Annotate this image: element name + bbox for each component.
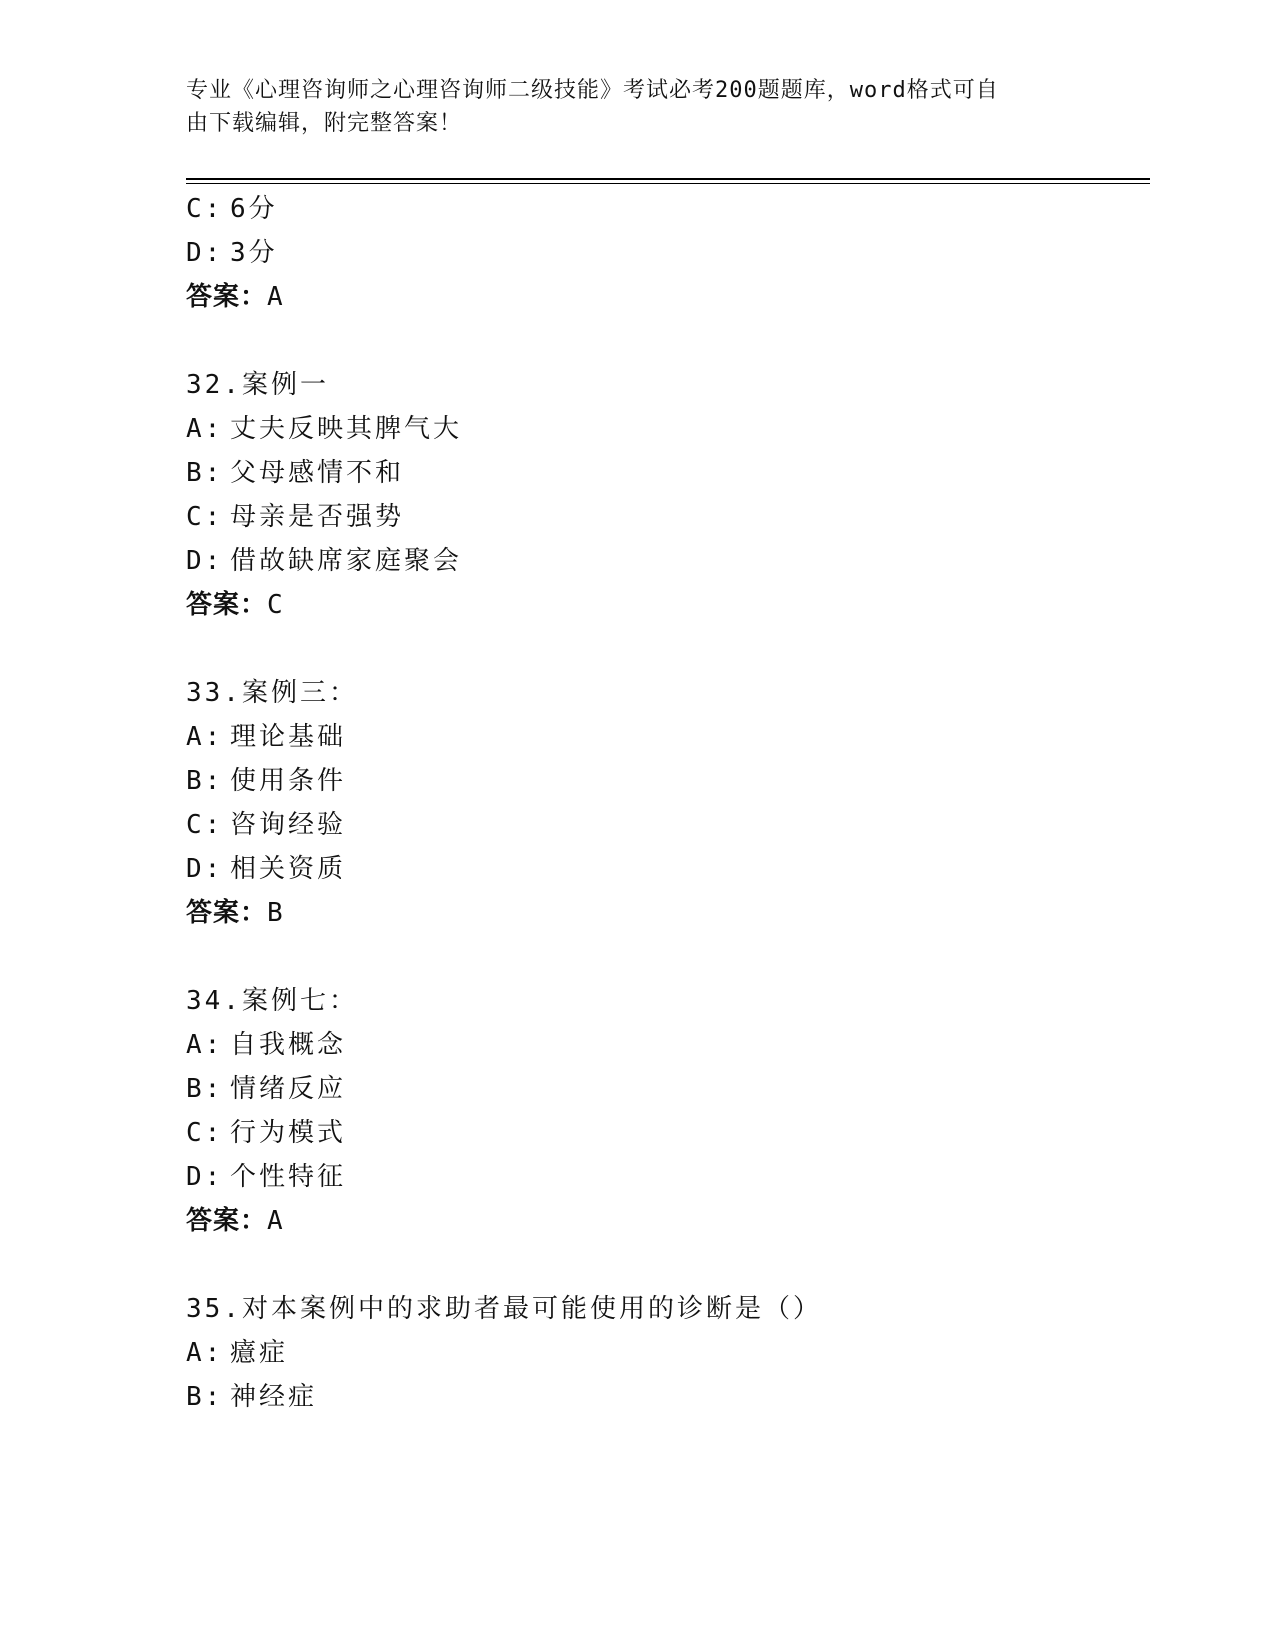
- option-text: 父母感情不和: [230, 458, 405, 488]
- question-title: 33.案例三：: [186, 678, 358, 708]
- option-label: C:: [186, 194, 224, 224]
- answer-value: B: [267, 898, 284, 928]
- option-a: [186, 722, 346, 752]
- header-line-1: 专业《心理咨询师之心理咨询师二级技能》考试必考200题题库，word格式可自: [186, 78, 999, 103]
- option-label: B:: [186, 1382, 224, 1412]
- option-text: 神经症: [230, 1382, 318, 1412]
- option-b: [186, 766, 346, 796]
- option-label: A:: [186, 1030, 224, 1060]
- question-title: 34.案例七：: [186, 986, 358, 1016]
- option-c: [186, 502, 404, 532]
- answer-label: 答案：: [186, 898, 268, 928]
- option-label: B:: [186, 1074, 224, 1104]
- option-text: 理论基础: [230, 722, 347, 752]
- question-title: 32.案例一: [186, 370, 329, 400]
- option-label: A:: [186, 722, 224, 752]
- header-divider-thick: [186, 178, 1150, 180]
- option-text: 借故缺席家庭聚会: [230, 546, 463, 576]
- option-text: 3分: [230, 238, 278, 268]
- option-label: D:: [186, 854, 224, 884]
- option-b: [186, 1382, 317, 1412]
- question-title: 35.对本案例中的求助者最可能使用的诊断是（）: [186, 1294, 822, 1324]
- option-label: A:: [186, 1338, 224, 1368]
- option-b: [186, 458, 404, 488]
- answer-label: 答案：: [186, 282, 268, 312]
- option-text: 丈夫反映其脾气大: [230, 414, 463, 444]
- option-text: 咨询经验: [230, 810, 347, 840]
- answer-value: C: [267, 590, 284, 620]
- answer-line: [186, 590, 284, 620]
- option-text: 个性特征: [230, 1162, 347, 1192]
- option-text: 癔症: [230, 1338, 289, 1368]
- header-divider-thin: [186, 183, 1150, 184]
- option-text: 母亲是否强势: [230, 502, 405, 532]
- option-label: C:: [186, 810, 224, 840]
- option-d: [186, 1162, 346, 1192]
- option-a: [186, 1030, 346, 1060]
- option-label: D:: [186, 1162, 224, 1192]
- option-text: 自我概念: [230, 1030, 347, 1060]
- option-text: 6分: [230, 194, 278, 224]
- answer-value: A: [267, 282, 284, 312]
- option-label: D:: [186, 238, 224, 268]
- header-line-2: 由下载编辑，附完整答案！: [186, 111, 463, 136]
- option-c: [186, 194, 278, 224]
- option-label: A:: [186, 414, 224, 444]
- option-d: [186, 238, 278, 268]
- option-label: B:: [186, 458, 224, 488]
- answer-value: A: [267, 1206, 284, 1236]
- answer-label: 答案：: [186, 590, 268, 620]
- option-label: B:: [186, 766, 224, 796]
- option-text: 使用条件: [230, 766, 347, 796]
- option-text: 情绪反应: [230, 1074, 347, 1104]
- option-label: C:: [186, 1118, 224, 1148]
- option-label: C:: [186, 502, 224, 532]
- option-label: D:: [186, 546, 224, 576]
- answer-line: [186, 282, 284, 312]
- option-text: 行为模式: [230, 1118, 347, 1148]
- option-d: [186, 546, 462, 576]
- option-c: [186, 810, 346, 840]
- answer-label: 答案：: [186, 1206, 268, 1236]
- answer-line: [186, 898, 284, 928]
- option-text: 相关资质: [230, 854, 347, 884]
- document-header: [186, 74, 1066, 140]
- option-a: [186, 1338, 288, 1368]
- answer-line: [186, 1206, 284, 1236]
- option-b: [186, 1074, 346, 1104]
- option-a: [186, 414, 462, 444]
- option-c: [186, 1118, 346, 1148]
- option-d: [186, 854, 346, 884]
